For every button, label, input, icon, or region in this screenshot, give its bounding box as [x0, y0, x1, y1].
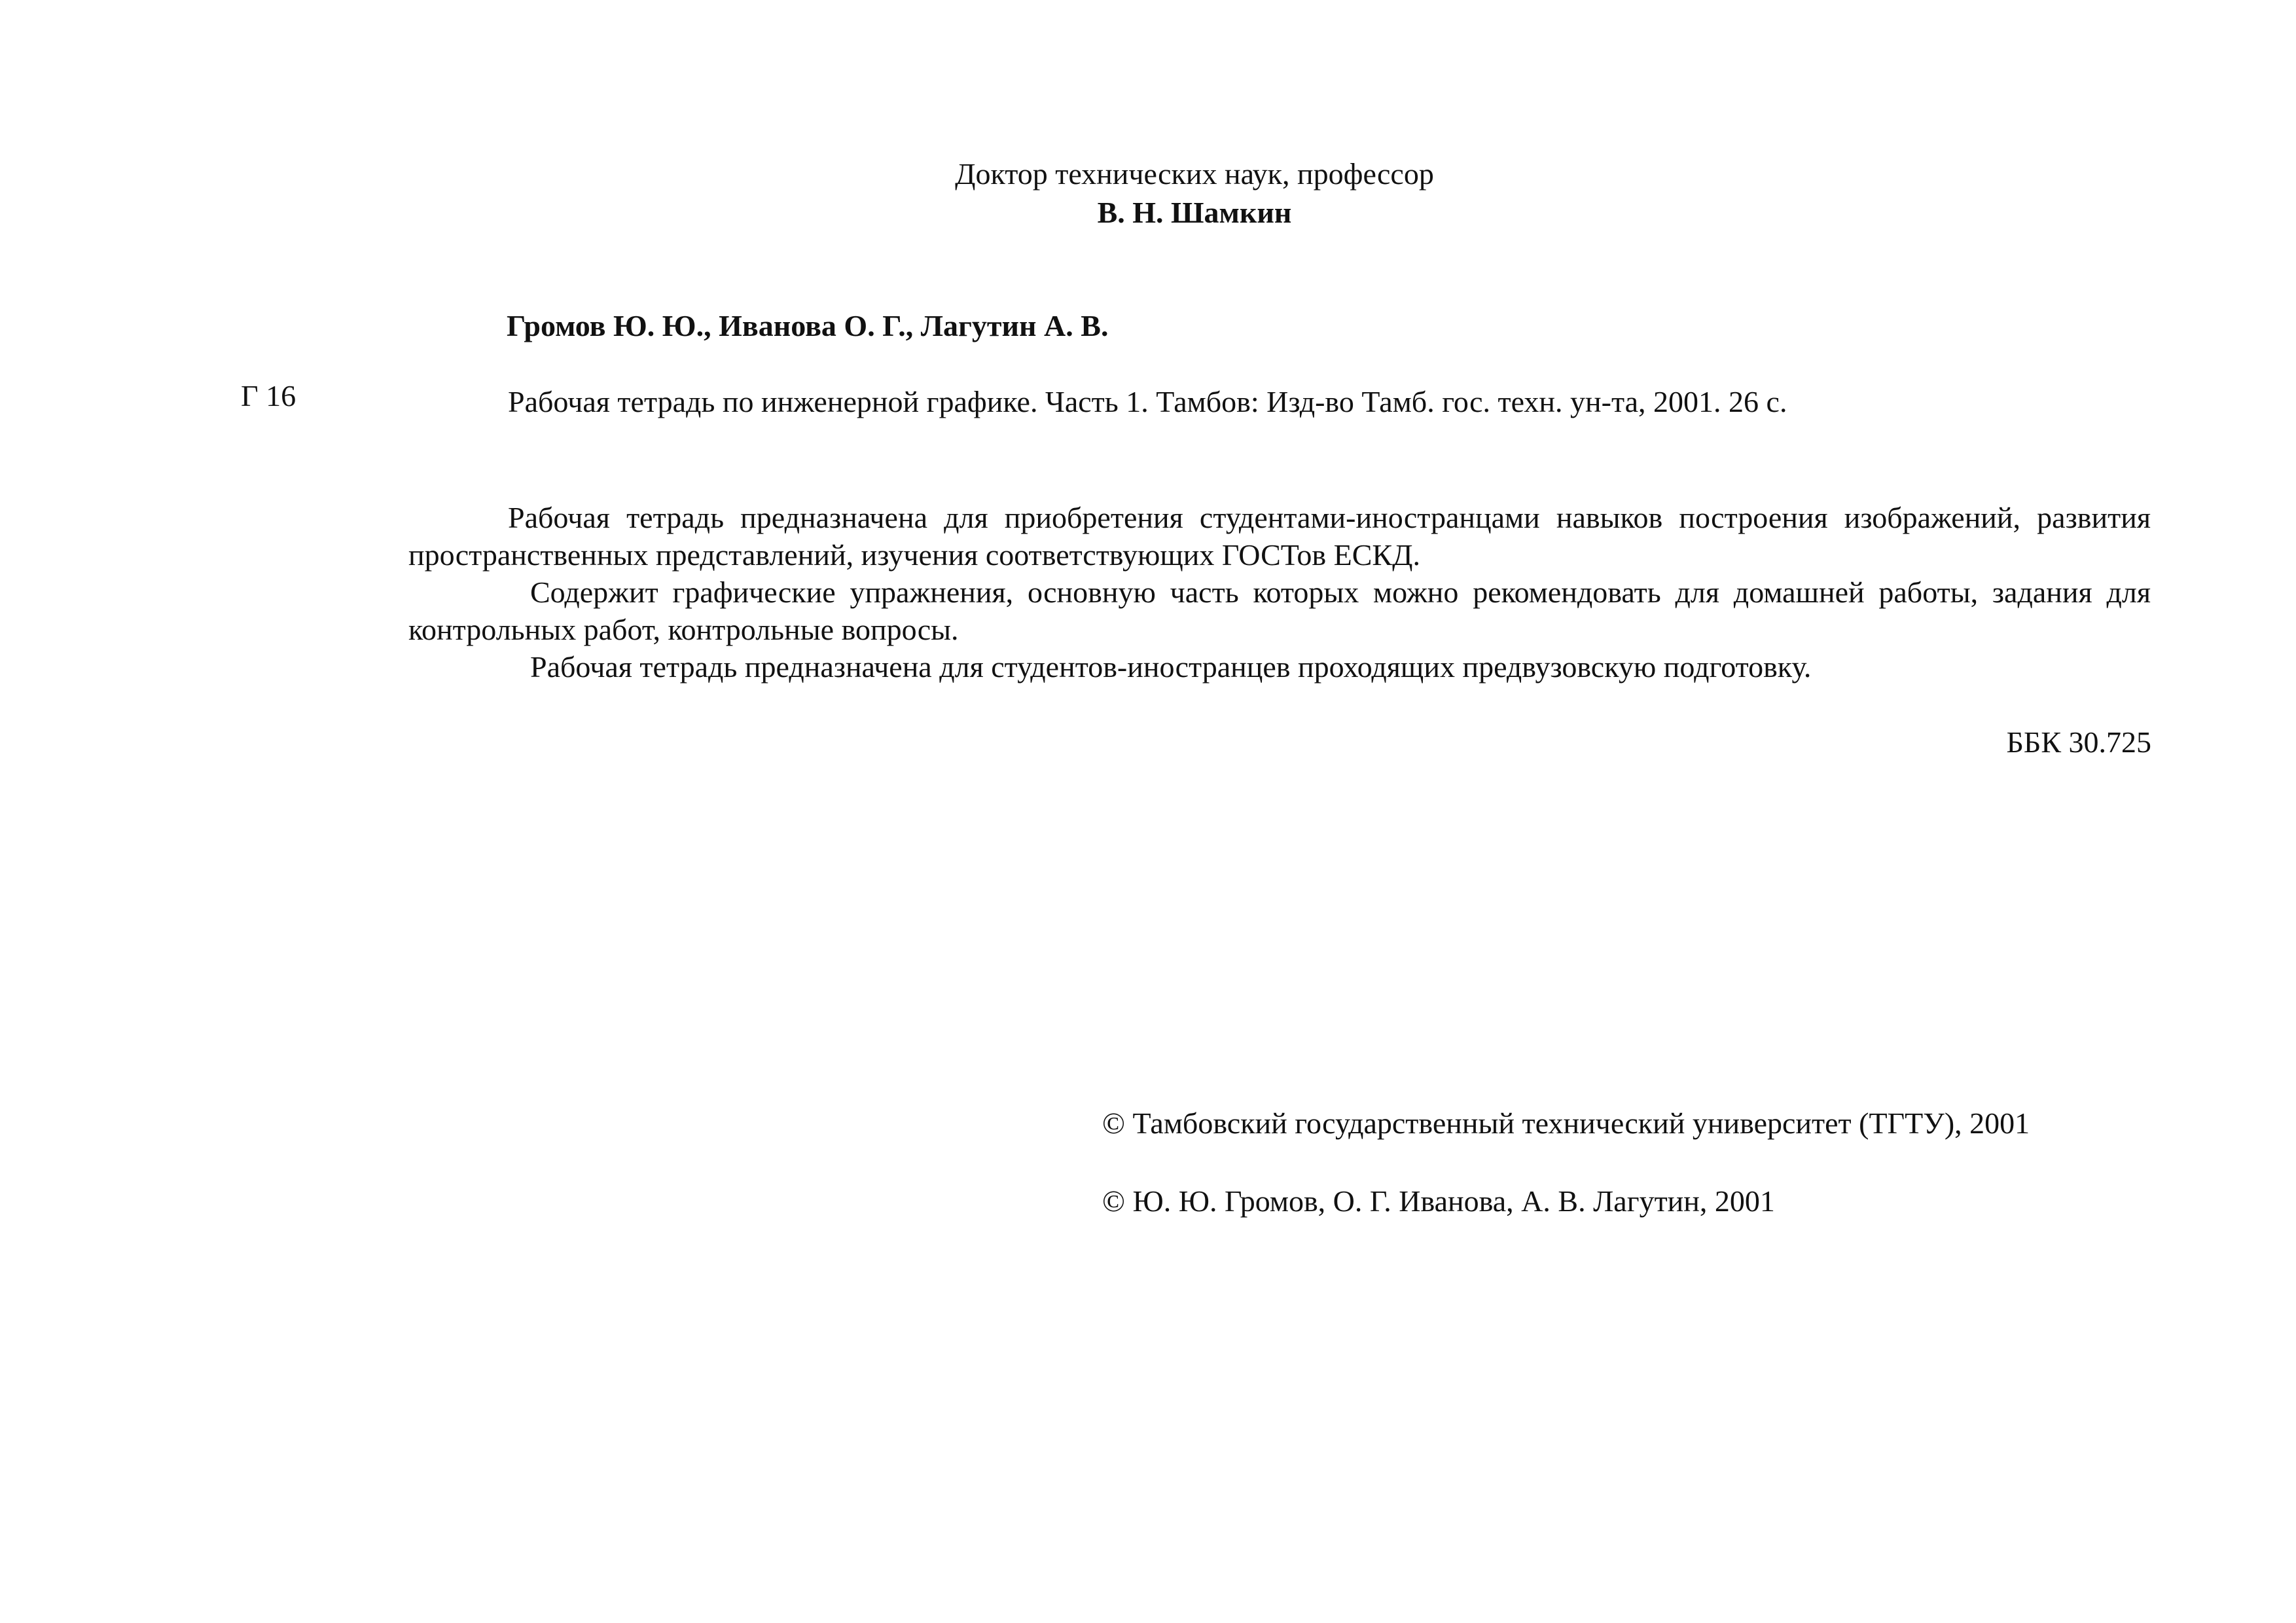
annotation-paragraph: Содержит графические упражнения, основную часть которых можно рекомендовать для домашней работы, задания для контрольных работ, контрольные вопросы. [408, 575, 2151, 646]
annotation-paragraph: Рабочая тетрадь предназначена для студентов-иностранцев проходящих предвузовскую подготовку. [530, 650, 1812, 684]
reviewer-role: Доктор технических наук, профессор [955, 157, 1434, 191]
copyright-authors-text: Ю. Ю. Громов, О. Г. Иванова, А. В. Лагутин, 2001 [1132, 1184, 1775, 1218]
catalog-code: Г 16 [241, 379, 296, 412]
bibliographic-citation: Рабочая тетрадь по инженерной графике. Часть 1. Тамбов: Изд-во Тамб. гос. техн. ун-та, 2001. 26 с. [508, 385, 1787, 418]
copyright-university [1102, 1105, 2030, 1142]
copyright-university-text: Тамбовский государственный технический университет (ТГТУ), 2001 [1132, 1106, 2030, 1140]
annotation [408, 499, 2151, 685]
reviewer-name: В. Н. Шамкин [1097, 196, 1292, 229]
copyright-symbol: © [1102, 1184, 1125, 1218]
copyright-authors [1102, 1183, 1775, 1220]
bbk-code: ББК 30.725 [2006, 725, 2151, 759]
authors-line: Громов Ю. Ю., Иванова О. Г., Лагутин А. В. [507, 309, 1109, 342]
copyright-symbol: © [1102, 1106, 1125, 1140]
annotation-paragraph: Рабочая тетрадь предназначена для приобретения студентами-иностранцами навыков построения изображений, развития пространственных представлений, изучения соответствующих ГОСТов ЕСКД. [408, 501, 2151, 572]
